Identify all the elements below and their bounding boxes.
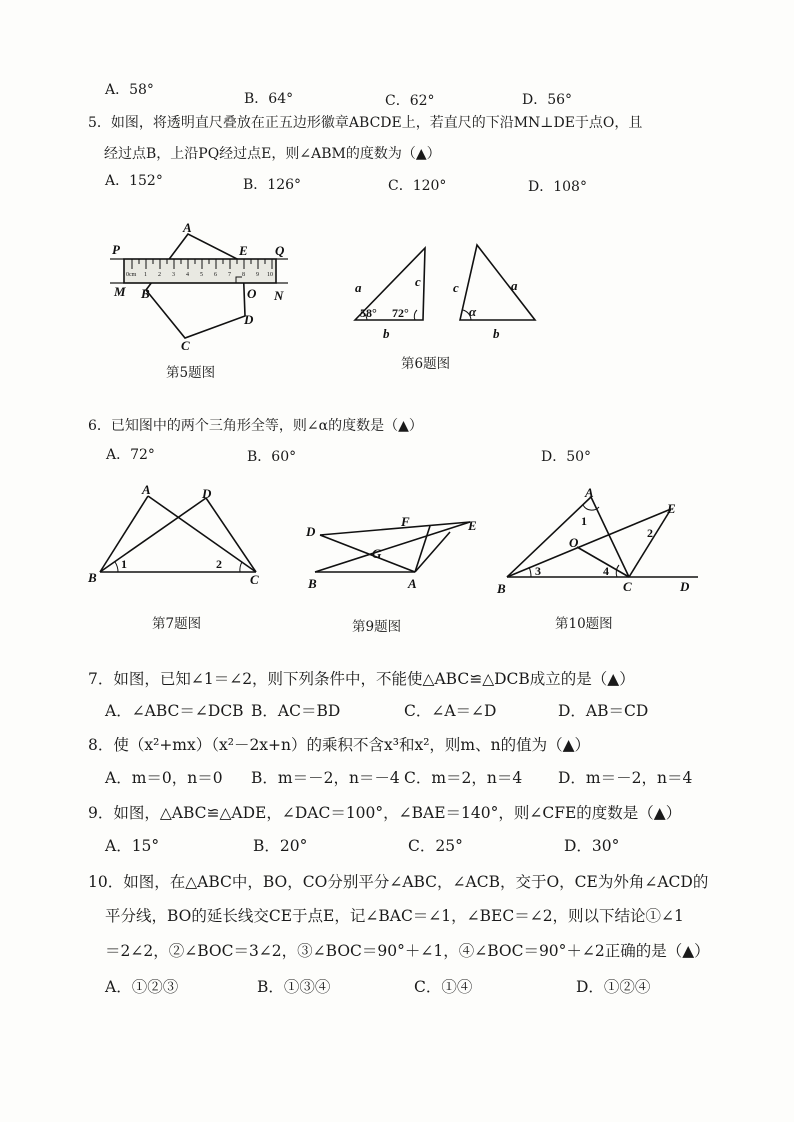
q4-option-b: B．64° <box>244 91 294 107</box>
q4-option-c: C．62° <box>385 93 435 109</box>
q9-option-d: D．30° <box>564 837 620 855</box>
q9-option-a: A．15° <box>105 837 160 855</box>
q6-option-d: D．50° <box>541 449 592 465</box>
figure-9 <box>300 510 490 595</box>
ruler-tick-6: 6 <box>214 272 217 278</box>
ruler-tick-10: 10 <box>267 272 273 278</box>
q9-stem: 9．如图，△ABC≌△ADE，∠DAC＝100°，∠BAE＝140°，则∠CFE的度数是（▲） <box>88 804 682 822</box>
q7-option-a: A．∠ABC＝∠DCB <box>105 702 244 720</box>
fig9-caption: 第9题图 <box>352 619 402 635</box>
fig6-right-b: b <box>493 326 500 341</box>
q6-option-a: A．72° <box>106 447 155 463</box>
q6-option-b: B．60° <box>247 449 297 465</box>
fig10-label-c: C <box>623 579 632 594</box>
fig9-label-d: D <box>306 524 316 539</box>
fig7-label-d: D <box>202 486 212 501</box>
ruler <box>124 259 276 283</box>
q7-option-b: B．AC＝BD <box>251 702 341 720</box>
q8-option-c: C．m＝2，n＝4 <box>404 769 523 787</box>
pentagon-abcde <box>146 234 245 338</box>
fig5-label-e: E <box>239 243 248 258</box>
q10-option-b: B．①③④ <box>257 978 331 996</box>
ruler-tick-2: 2 <box>158 272 161 278</box>
fig7-angle-2: 2 <box>216 557 222 571</box>
fig9-label-a: A <box>408 576 417 591</box>
ruler-tick-1: 1 <box>144 272 147 278</box>
fig6-left-a: a <box>355 280 362 295</box>
q10-option-c: C．①④ <box>414 978 473 996</box>
ruler-tick-3: 3 <box>172 272 175 278</box>
fig9-label-f: F <box>401 514 410 529</box>
q6-stem: 6．已知图中的两个三角形全等，则∠α的度数是（▲） <box>88 418 423 434</box>
q5-option-b: B．126° <box>243 177 302 193</box>
ruler-tick-8: 8 <box>242 272 245 278</box>
q10-line1: 10．如图，在△ABC中，BO，CO分别平分∠ABC，∠ACB，交于O，CE为外角∠ACD的 <box>88 873 709 891</box>
q8-option-d: D．m＝－2，n＝4 <box>558 769 693 787</box>
fig5-label-q: Q <box>275 243 285 258</box>
q10-option-a: A．①②③ <box>105 978 179 996</box>
fig10-label-d: D <box>680 579 690 594</box>
q7-stem: 7．如图，已知∠1＝∠2，则下列条件中，不能使△ABC≌△DCB成立的是（▲） <box>88 670 635 688</box>
fig6-angle-58: 58° <box>360 306 377 320</box>
q10-option-d: D．①②④ <box>576 978 651 996</box>
fig5-label-a: A <box>183 220 192 235</box>
figure-6 <box>345 240 545 350</box>
q9-option-c: C．25° <box>408 837 463 855</box>
fig10-angle-1: 1 <box>581 514 587 528</box>
fig7-label-a: A <box>142 482 151 497</box>
fig6-alpha: α <box>469 304 477 319</box>
fig7-label-c: C <box>250 572 259 587</box>
q8-option-b: B．m＝－2，n＝－4 <box>251 769 400 787</box>
q10-line2: 平分线，BO的延长线交CE于点E，记∠BAC＝∠1，∠BEC＝∠2，则以下结论①∠1 <box>105 907 684 925</box>
q5-stem-line2: 经过点B，上沿PQ经过点E，则∠ABM的度数为（▲） <box>104 146 441 162</box>
ruler-tick-7: 7 <box>228 272 231 278</box>
fig5-label-o: O <box>247 286 257 301</box>
fig6-angle-72: 72° <box>392 306 409 320</box>
fig5-caption: 第5题图 <box>166 365 216 381</box>
q5-option-c: C．120° <box>388 178 447 194</box>
q7-option-d: D．AB＝CD <box>558 702 649 720</box>
figure-5 <box>110 222 300 352</box>
q4-option-a: A．58° <box>105 82 154 98</box>
ruler-tick-9: 9 <box>256 272 259 278</box>
fig10-label-o: O <box>569 535 579 550</box>
fig5-label-c: C <box>181 338 190 353</box>
figure-7 <box>88 482 268 592</box>
fig6-right-a: a <box>511 278 518 293</box>
ruler-tick-5: 5 <box>200 272 203 278</box>
fig6-caption: 第6题图 <box>401 356 451 372</box>
fig6-left-b: b <box>383 326 390 341</box>
fig9-label-e: E <box>468 518 477 533</box>
fig5-label-d: D <box>244 312 254 327</box>
fig5-label-b: B <box>141 286 150 301</box>
ruler-tick-4: 4 <box>186 272 189 278</box>
fig5-label-m: M <box>114 284 126 299</box>
fig10-angle-2: 2 <box>647 526 653 540</box>
fig9-label-g: G <box>372 546 382 561</box>
q8-stem: 8．使（x²+mx）（x²－2x+n）的乘积不含x³和x²，则m、n的值为（▲） <box>88 736 591 754</box>
q8-option-a: A．m＝0，n＝0 <box>105 769 223 787</box>
fig7-angle-1: 1 <box>121 557 127 571</box>
fig7-label-b: B <box>88 570 97 585</box>
fig6-left-c: c <box>415 274 421 289</box>
q5-stem-line1: 5．如图，将透明直尺叠放在正五边形徽章ABCDE上，若直尺的下沿MN⊥DE于点O，且 <box>88 115 643 131</box>
fig10-label-b: B <box>497 581 506 596</box>
fig5-label-n: N <box>274 288 284 303</box>
q4-option-d: D．56° <box>522 92 573 108</box>
q9-option-b: B．20° <box>253 837 308 855</box>
fig10-caption: 第10题图 <box>555 616 613 632</box>
fig10-angle-4: 4 <box>603 564 609 578</box>
q5-option-a: A．152° <box>105 173 163 189</box>
fig9-label-b: B <box>308 576 317 591</box>
ruler-tick-0: 0cm <box>126 272 137 278</box>
fig5-label-p: P <box>112 242 120 257</box>
q10-line3: ＝2∠2，②∠BOC＝3∠2，③∠BOC＝90°＋∠1，④∠BOC＝90°＋∠2正确的是（▲） <box>105 942 710 960</box>
q7-option-c: C．∠A＝∠D <box>404 702 497 720</box>
fig7-caption: 第7题图 <box>152 616 202 632</box>
fig6-right-c: c <box>453 280 459 295</box>
q5-option-d: D．108° <box>528 179 587 195</box>
fig10-label-e: E <box>667 501 676 516</box>
fig10-angle-3: 3 <box>535 564 541 578</box>
figure-10 <box>495 485 705 595</box>
fig10-label-a: A <box>585 485 594 500</box>
